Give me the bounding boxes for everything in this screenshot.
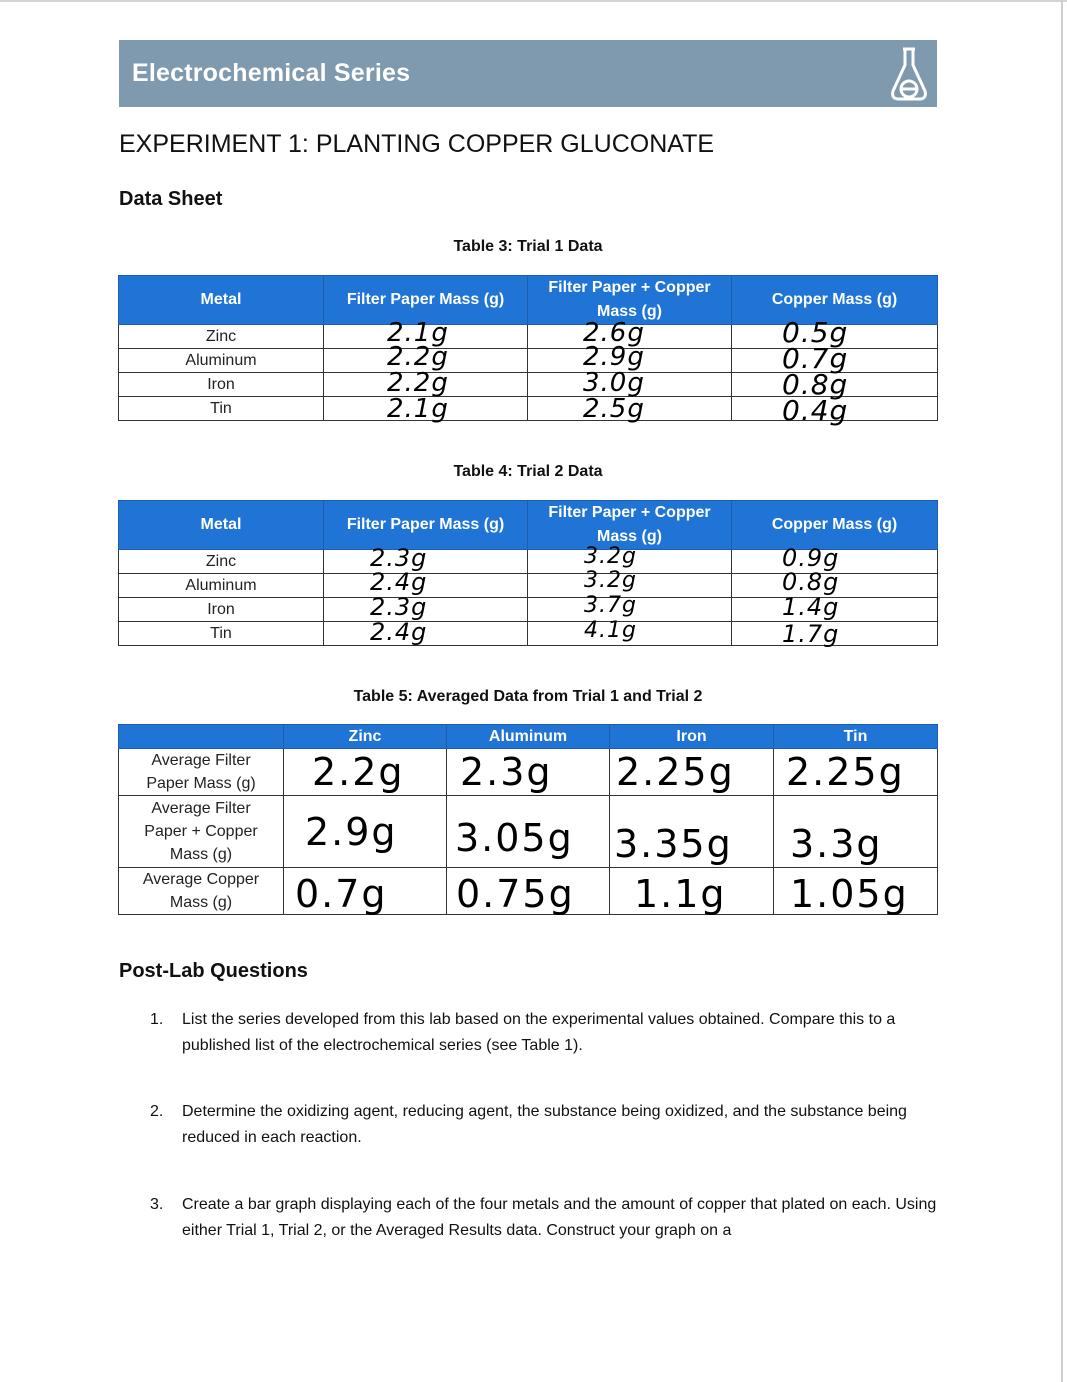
handwritten-value: 2.25g xyxy=(616,750,735,794)
handwritten-value: 2.2g xyxy=(312,750,405,794)
table3-header-filter-plus-copper: Filter Paper + Copper Mass (g) xyxy=(528,276,732,325)
metal-name: Aluminum xyxy=(119,574,324,598)
table4-caption: Table 4: Trial 2 Data xyxy=(453,463,603,480)
post-lab-heading: Post-Lab Questions xyxy=(119,960,308,982)
question-text: Determine the oxidizing agent, reducing agent, the substance being oxidized, and the substance being reduced in each reaction. xyxy=(182,1103,907,1146)
handwritten-value: 2.2g xyxy=(387,368,449,398)
handwritten-value: 3.05g xyxy=(455,816,574,860)
table4-header-copper: Copper Mass (g) xyxy=(732,501,938,550)
handwritten-value: 3.2g xyxy=(584,544,637,569)
experiment-title: EXPERIMENT 1: PLANTING COPPER GLUCONATE xyxy=(119,130,715,158)
table4-header-metal: Metal xyxy=(119,501,324,550)
handwritten-value: 2.1g xyxy=(387,394,449,424)
handwritten-value: 0.7g xyxy=(295,872,388,916)
handwritten-value: 3.7g xyxy=(584,593,637,618)
metal-name: Iron xyxy=(119,598,324,622)
metal-name: Tin xyxy=(119,622,324,646)
table5-header-aluminum: Aluminum xyxy=(447,725,610,749)
handwritten-value: 0.4g xyxy=(782,394,849,427)
handwritten-value: 4.1g xyxy=(584,618,637,643)
table3-header-copper: Copper Mass (g) xyxy=(732,276,938,325)
flask-icon xyxy=(889,45,929,103)
handwritten-value: 1.1g xyxy=(634,872,727,916)
handwritten-value: 1.4g xyxy=(782,593,840,621)
page-edge xyxy=(1061,0,1063,1382)
handwritten-value: 2.1g xyxy=(387,318,449,348)
table4-header-filter-plus-copper: Filter Paper + Copper Mass (g) xyxy=(528,501,732,550)
handwritten-value: 3.3g xyxy=(790,822,883,866)
table4-header-filter-paper: Filter Paper Mass (g) xyxy=(324,501,528,550)
handwritten-value: 0.7g xyxy=(782,342,849,375)
table5-header-iron: Iron xyxy=(610,725,774,749)
question-number: 3. xyxy=(150,1196,164,1213)
handwritten-value: 2.4g xyxy=(370,618,428,646)
handwritten-value: 0.9g xyxy=(782,544,840,572)
header-banner xyxy=(119,40,937,107)
handwritten-value: 2.2g xyxy=(387,342,449,372)
question-text: List the series developed from this lab based on the experimental values obtained. Compare this to a published list of the electrochemical series (see Table 1). xyxy=(182,1011,896,1054)
handwritten-value: 0.75g xyxy=(456,872,575,916)
row-label: Average Copper Mass (g) xyxy=(119,868,284,915)
table3-header-filter-paper: Filter Paper Mass (g) xyxy=(324,276,528,325)
handwritten-value: 2.25g xyxy=(786,750,905,794)
question-text: Create a bar graph displaying each of the four metals and the amount of copper that plated on each. Using either Trial 1, Trial 2, or the Averaged Results data. Construct your graph on a xyxy=(182,1196,937,1239)
handwritten-value: 3.2g xyxy=(584,568,637,593)
handwritten-value: 0.8g xyxy=(782,368,849,401)
handwritten-value: 0.8g xyxy=(782,568,840,596)
metal-name: Zinc xyxy=(119,550,324,574)
table5-caption: Table 5: Averaged Data from Trial 1 and Trial 2 xyxy=(353,688,703,705)
handwritten-value: 2.9g xyxy=(583,342,645,372)
handwritten-value: 2.3g xyxy=(460,750,553,794)
metal-name: Zinc xyxy=(119,325,324,349)
handwritten-value: 2.9g xyxy=(305,810,398,854)
table5-header-blank xyxy=(119,725,284,749)
question-number: 2. xyxy=(150,1103,164,1120)
handwritten-value: 2.6g xyxy=(583,318,645,348)
handwritten-value: 1.7g xyxy=(782,620,840,648)
table5-header-tin: Tin xyxy=(774,725,938,749)
table5-header-zinc: Zinc xyxy=(284,725,447,749)
question-2 xyxy=(150,1099,940,1155)
table3-caption: Table 3: Trial 1 Data xyxy=(453,238,603,255)
page-edge xyxy=(0,0,1067,2)
data-sheet-heading: Data Sheet xyxy=(119,188,223,210)
handwritten-value: 2.5g xyxy=(583,394,645,424)
row-label: Average Filter Paper Mass (g) xyxy=(119,749,284,796)
handwritten-value: 2.3g xyxy=(370,593,428,621)
handwritten-value: 3.0g xyxy=(583,368,645,398)
handwritten-value: 2.4g xyxy=(370,568,428,596)
handwritten-value: 1.05g xyxy=(790,872,909,916)
table3-header-metal: Metal xyxy=(119,276,324,325)
question-number: 1. xyxy=(150,1011,164,1028)
handwritten-value: 0.5g xyxy=(782,316,849,349)
row-label: Average Filter Paper + Copper Mass (g) xyxy=(119,796,284,868)
metal-name: Iron xyxy=(119,373,324,397)
handwritten-value: 2.3g xyxy=(370,544,428,572)
question-3 xyxy=(150,1192,940,1248)
metal-name: Aluminum xyxy=(119,349,324,373)
question-1 xyxy=(150,1007,940,1063)
metal-name: Tin xyxy=(119,397,324,421)
handwritten-value: 3.35g xyxy=(614,822,733,866)
header-title: Electrochemical Series xyxy=(132,59,411,87)
